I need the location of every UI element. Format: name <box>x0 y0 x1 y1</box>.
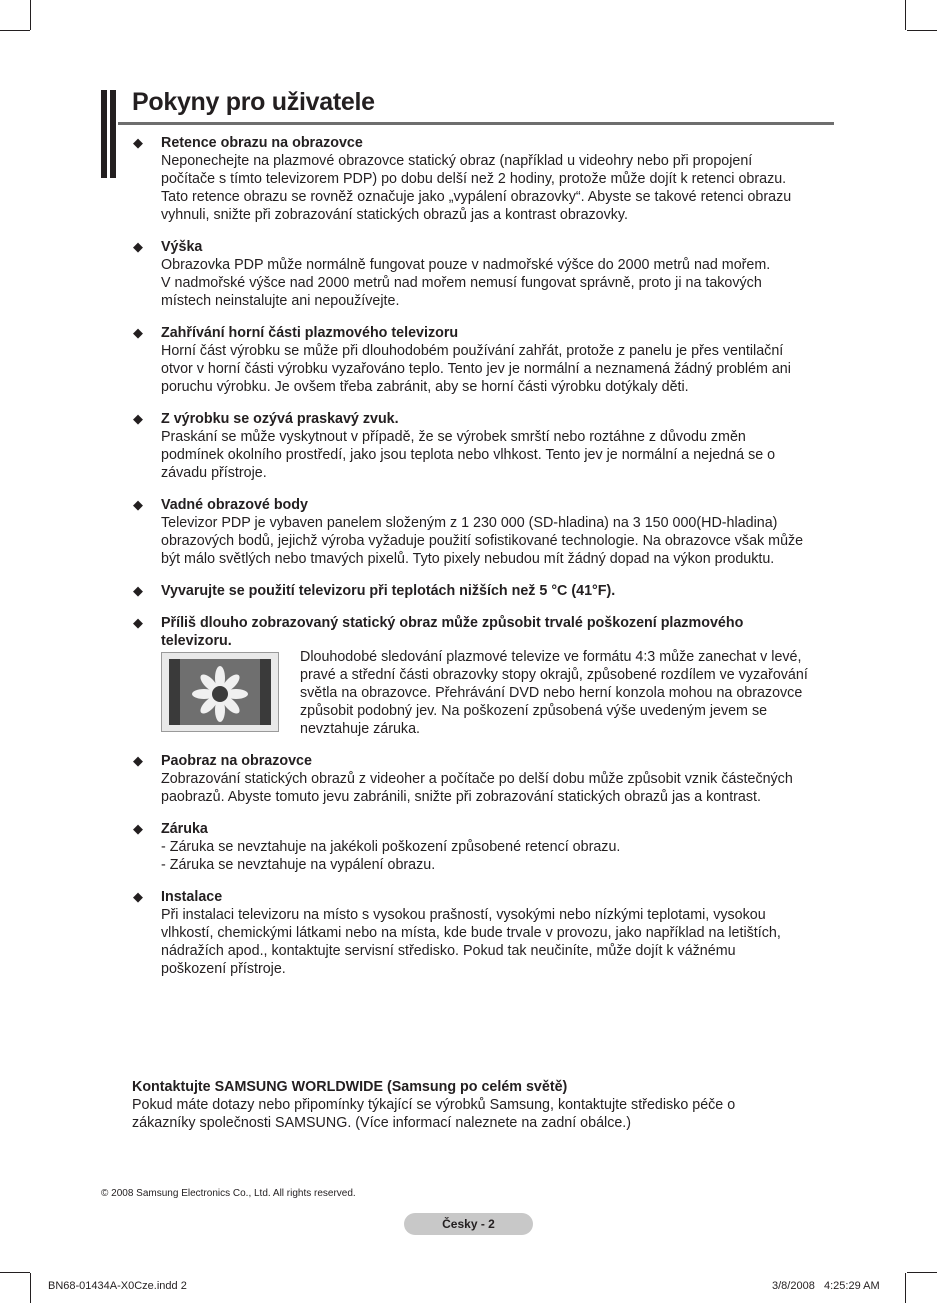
figure-row <box>161 649 837 738</box>
body-line: paobrazů. Abyste tomuto jevu zabránili, snižte při zobrazování statických obrazů jas a kontrast. <box>161 789 761 805</box>
item-title: Příliš dlouho zobrazovaný statický obraz může způsobit trvalé poškození plazmového <box>161 615 744 631</box>
diamond-bullet-icon: ◆ <box>133 583 143 598</box>
item-body <box>161 514 837 568</box>
file-name: BN68-01434A-X0Cze.indd 2 <box>48 1280 187 1292</box>
list-item <box>133 238 837 310</box>
body-line: Horní část výrobku se může při dlouhodobém používání zahřát, protože z panelu je přes ventilační <box>161 343 784 359</box>
crop-mark <box>30 1273 31 1303</box>
body-line: podmínek okolního prostředí, jako jsou teplota nebo vlhkost. Tento jev je normální a nejedná se o <box>161 447 776 463</box>
crop-mark <box>907 30 937 31</box>
item-body <box>161 428 837 482</box>
body-line: nádražích apod., kontaktujte servisní středisko. Pokud tak neučiníte, může dojít k vážnému <box>161 943 736 959</box>
list-item <box>133 614 837 738</box>
item-title: Výška <box>161 239 203 255</box>
crop-mark <box>905 0 906 30</box>
body-line: otvor v horní části výrobku vyzařováno teplo. Tento jev je normální a neznamená žádný problém ani <box>161 361 791 377</box>
body-line: vlhkostí, chemickými látkami nebo na místa, kde bude trvale v provozu, jako například na letištích, <box>161 925 781 941</box>
item-body <box>161 152 837 224</box>
item-body <box>161 256 837 310</box>
body-line: být málo světlých nebo tmavých pixelů. Tyto pixely nebudou mít žádný dopad na výkon produktu. <box>161 551 775 567</box>
crop-mark <box>30 0 31 30</box>
body-line: závadu přístroje. <box>161 465 267 481</box>
item-title: Retence obrazu na obrazovce <box>161 135 363 151</box>
body-line: Dlouhodobé sledování plazmové televize ve formátu 4:3 může zanechat v levé, <box>300 649 802 665</box>
body-line: Televizor PDP je vybaven panelem složeným z 1 230 000 (SD-hladina) na 3 150 000(HD-hladina) <box>161 515 778 531</box>
title-accent-bar <box>110 90 116 178</box>
tv-screen-image <box>161 652 279 732</box>
item-title: Vadné obrazové body <box>161 497 308 513</box>
list-item <box>133 888 837 978</box>
body-line: způsobit podobný jev. Na poškození způsobená výše uvedeným jevem se <box>300 703 768 719</box>
body-line: Pokud máte dotazy nebo připomínky týkající se výrobků Samsung, kontaktujte středisko péče o <box>132 1097 736 1113</box>
body-line: V nadmořské výšce nad 2000 metrů nad mořem nemusí fungovat správně, proto ji na takových <box>161 275 762 291</box>
copyright-notice: © 2008 Samsung Electronics Co., Ltd. All rights reserved. <box>101 1188 356 1199</box>
title-accent-bar <box>101 90 107 178</box>
figure-caption <box>300 648 840 738</box>
body-line: obrazových bodů, jejichž výroba vyžaduje použití sofistikované technologie. Na obrazovce však může <box>161 533 804 549</box>
body-line: nevztahuje záruka. <box>300 721 421 737</box>
list-item <box>133 496 837 568</box>
flower-picture <box>169 659 271 725</box>
item-body <box>161 838 837 874</box>
list-item <box>133 820 837 874</box>
diamond-bullet-icon: ◆ <box>133 411 143 426</box>
tv-screen <box>169 659 271 725</box>
print-timestamp: 3/8/2008 4:25:29 AM <box>772 1280 880 1292</box>
body-line: pravé a střední části obrazovky stopy okrajů, způsobené rozdílem ve vyzařování <box>300 667 808 683</box>
contact-section <box>132 1078 832 1132</box>
item-title: Záruka <box>161 821 208 837</box>
item-title: Z výrobku se ozývá praskavý zvuk. <box>161 411 399 427</box>
body-line: místech neinstalujte ani nepoužívejte. <box>161 293 400 309</box>
page-number-label: Česky - 2 <box>404 1213 533 1235</box>
body-line: Neponechejte na plazmové obrazovce statický obraz (například u videohry nebo při propojení <box>161 153 753 169</box>
diamond-bullet-icon: ◆ <box>133 239 143 254</box>
item-body <box>161 770 837 806</box>
crop-mark <box>907 1272 937 1273</box>
diamond-bullet-icon: ◆ <box>133 497 143 512</box>
crop-mark <box>0 1272 30 1273</box>
item-title: Instalace <box>161 889 223 905</box>
body-line: Praskání se může vyskytnout v případě, že se výrobek smrští nebo roztáhne z důvodu změn <box>161 429 746 445</box>
body-line: počítače s tímto televizorem PDP) po dobu delší než 2 hodiny, protože může dojít k retenci obrazu. <box>161 171 787 187</box>
body-line: - Záruka se nevztahuje na jakékoli poškození způsobené retencí obrazu. <box>161 839 621 855</box>
item-title: Vyvarujte se použití televizoru při teplotách nižších než 5 °C (41°F). <box>161 583 616 599</box>
body-line: poruchu výrobku. Je ovšem třeba zabránit, aby se horní části výrobku dotýkaly děti. <box>161 379 689 395</box>
body-line: Při instalaci televizoru na místo s vysokou prašností, vysokými nebo nízkými teplotami, vysokou <box>161 907 766 923</box>
instructions-list <box>133 134 837 992</box>
diamond-bullet-icon: ◆ <box>133 889 143 904</box>
body-line: Tato retence obrazu se rovněž označuje jako „vypálení obrazovky“. Abyste se takové retenci obrazu <box>161 189 792 205</box>
diamond-bullet-icon: ◆ <box>133 615 143 630</box>
body-line: Obrazovka PDP může normálně fungovat pouze v nadmořské výšce do 2000 metrů nad mořem. <box>161 257 771 273</box>
list-item <box>133 752 837 806</box>
crop-mark <box>0 30 30 31</box>
body-line: Zobrazování statických obrazů z videoher a počítače po delší dobu může způsobit vznik částečných <box>161 771 793 787</box>
crop-mark <box>905 1273 906 1303</box>
item-body <box>161 342 837 396</box>
diamond-bullet-icon: ◆ <box>133 753 143 768</box>
body-line: poškození přístroje. <box>161 961 286 977</box>
item-title: televizoru. <box>161 633 232 649</box>
item-title: Paobraz na obrazovce <box>161 753 312 769</box>
body-line: vyhnuli, snižte při zobrazování statických obrazů jas a kontrast obrazovky. <box>161 207 628 223</box>
item-body <box>161 906 837 978</box>
list-item <box>133 134 837 224</box>
list-item <box>133 582 837 600</box>
list-item <box>133 410 837 482</box>
body-line: světla na obrazovce. Přehrávání DVD nebo herní konzola mohou na obrazovce <box>300 685 803 701</box>
page-title: Pokyny pro uživatele <box>132 88 375 116</box>
diamond-bullet-icon: ◆ <box>133 325 143 340</box>
diamond-bullet-icon: ◆ <box>133 821 143 836</box>
diamond-bullet-icon: ◆ <box>133 135 143 150</box>
list-item <box>133 324 837 396</box>
title-rule <box>118 122 834 125</box>
body-line: zákazníky společnosti SAMSUNG. (Více informací naleznete na zadní obálce.) <box>132 1115 632 1131</box>
item-title: Zahřívání horní části plazmového televizoru <box>161 325 459 341</box>
body-line: - Záruka se nevztahuje na vypálení obrazu. <box>161 857 436 873</box>
contact-title: Kontaktujte SAMSUNG WORLDWIDE (Samsung po celém světě) <box>132 1079 568 1095</box>
